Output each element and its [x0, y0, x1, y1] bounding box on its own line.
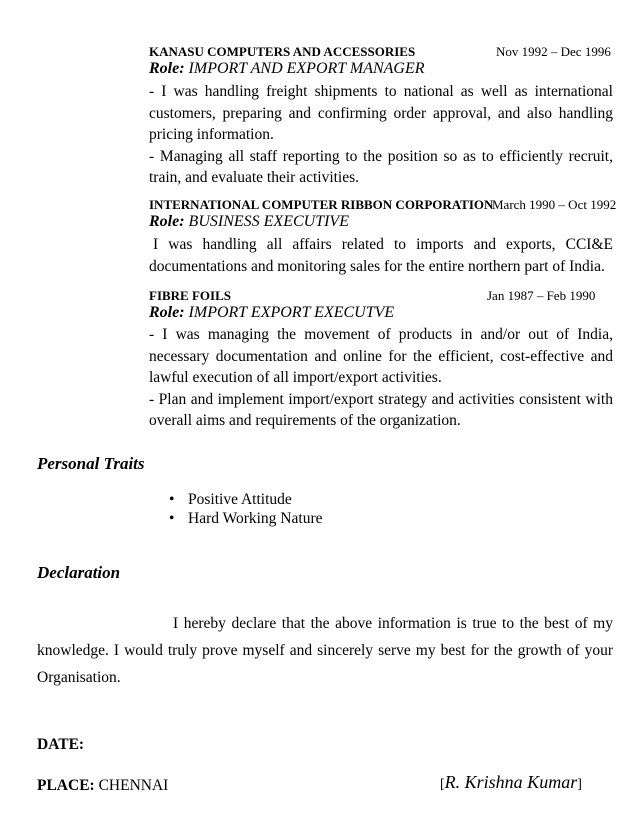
traits-list — [164, 490, 322, 528]
employment-dates: March 1990 – Oct 1992 — [492, 197, 617, 212]
declaration-text: I hereby declare that the above information is true to the best of my knowledge. I would truly prove myself and sincerely serve my best for the growth of your Organisation. — [37, 615, 613, 686]
job-description — [149, 81, 613, 189]
place-label: PLACE: — [37, 777, 95, 794]
job-description — [149, 324, 613, 432]
section-heading-declaration: Declaration — [37, 563, 121, 582]
list-item: • Positive Attitude — [164, 490, 322, 509]
list-item: • Hard Working Nature — [164, 509, 322, 528]
job-role — [149, 60, 425, 78]
signature: [R. Krishna Kumar] — [440, 772, 582, 792]
role-title: IMPORT EXPORT EXECUTVE — [188, 304, 395, 321]
role-label: Role: — [149, 60, 185, 77]
role-title: BUSINESS EXECUTIVE — [188, 213, 349, 230]
place-value: CHENNAI — [98, 777, 169, 794]
role-title: IMPORT AND EXPORT MANAGER — [188, 60, 425, 77]
employment-dates: Jan 1987 – Feb 1990 — [487, 288, 596, 303]
place-line — [37, 777, 168, 795]
date-label: DATE: — [37, 736, 85, 753]
job-role — [149, 304, 394, 322]
job-point: - I was handling freight shipments to national as well as international customers, preparing and confirming order approval, and also handling pricing information. — [149, 83, 613, 143]
job-point: - Plan and implement import/export strategy and activities consistent with overall aims and requirements of the organization. — [149, 390, 613, 429]
role-label: Role: — [149, 213, 185, 230]
company-name: FIBRE FOILS — [149, 288, 231, 303]
job-description — [149, 234, 613, 277]
employment-dates: Nov 1992 – Dec 1996 — [496, 44, 611, 59]
job-point: - I was managing the movement of products in and/or out of India, necessary documentation and online for the efficient, cost-effective and lawful execution of all import/export activities. — [149, 326, 613, 386]
job-point: - Managing all staff reporting to the position so as to efficiently recruit, train, and evaluate their activities. — [149, 147, 613, 186]
company-name: KANASU COMPUTERS AND ACCESSORIES — [149, 44, 416, 59]
signature-name: R. Krishna Kumar — [444, 772, 578, 792]
company-name: INTERNATIONAL COMPUTER RIBBON CORPORATION — [149, 197, 494, 212]
job-role — [149, 213, 349, 231]
role-label: Role: — [149, 304, 185, 321]
job-point: I was handling all affairs related to imports and exports, CCI&E documentations and monitoring sales for the entire northern part of India. — [149, 236, 613, 275]
section-heading-personal-traits: Personal Traits — [37, 454, 145, 473]
